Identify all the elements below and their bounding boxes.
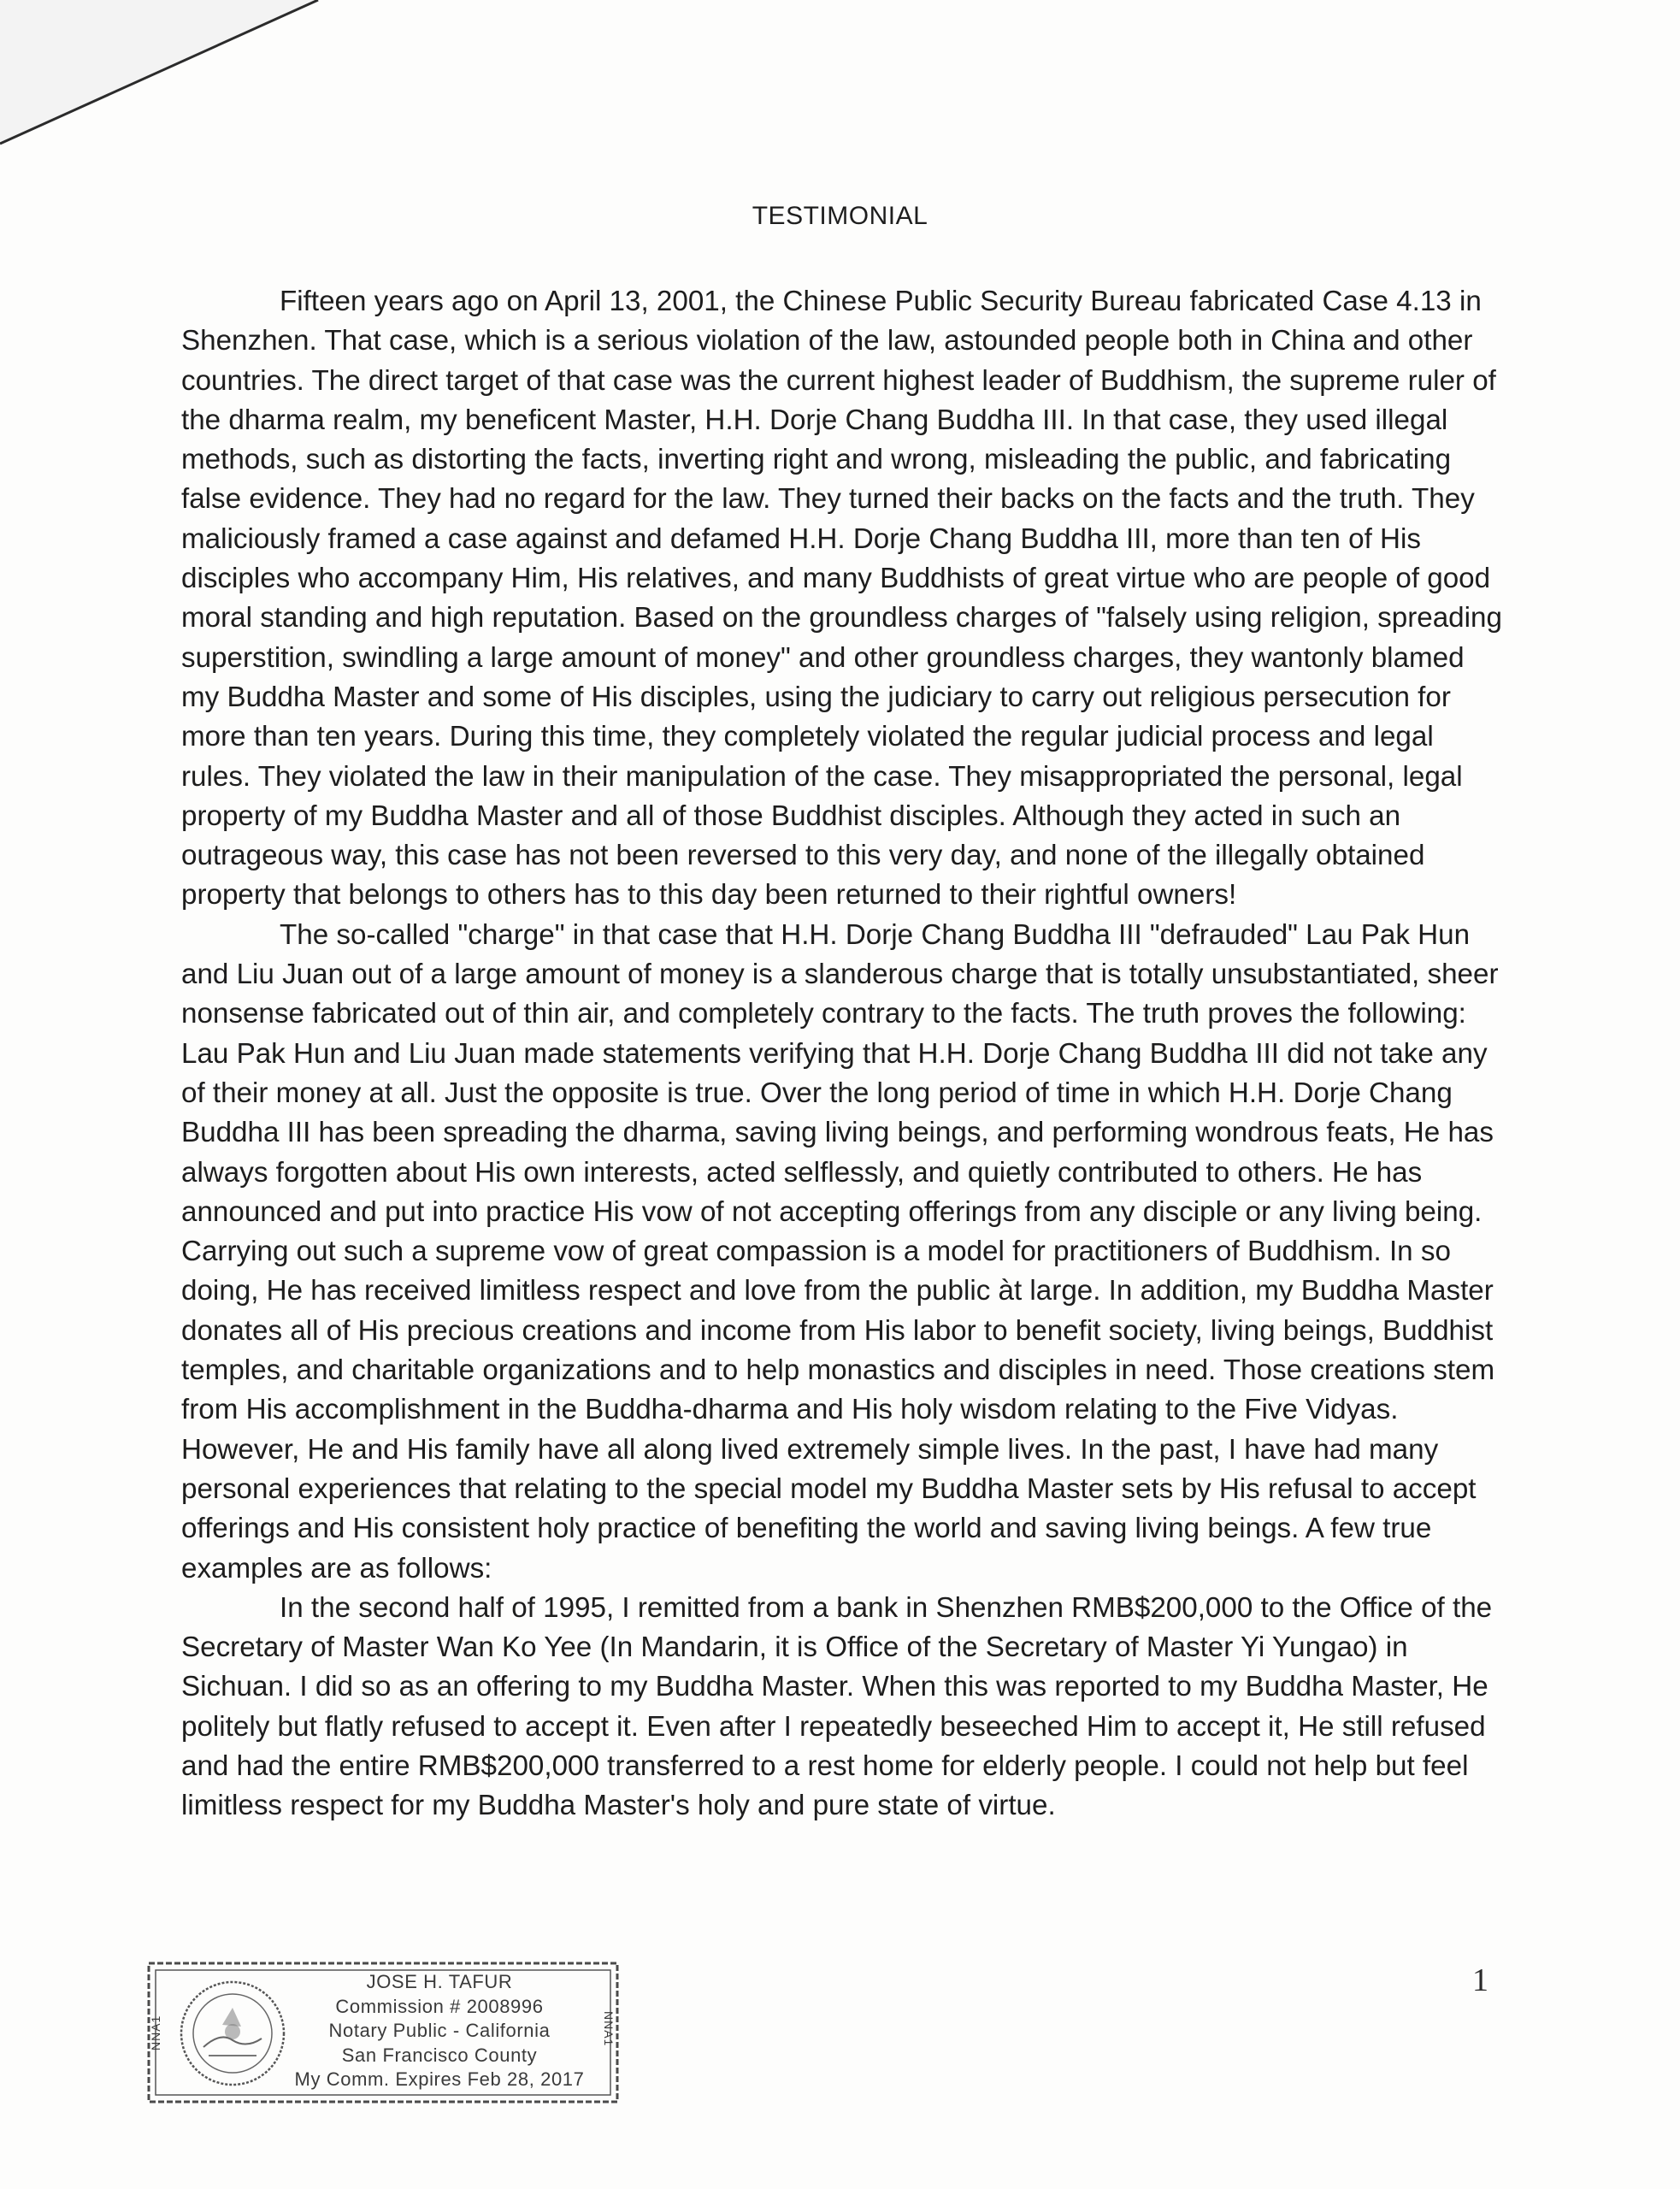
stamp-text [294, 1970, 585, 2092]
paragraph-3: In the second half of 1995, I remitted from a bank in Shenzhen RMB$200,000 to the Office of the Secretary of Master Wan Ko Yee (In Mandarin, it is Office of the Secretary of Master Yi Yungao) in Sichuan. I did so as an offering to my Buddha Master. When this was reported to my Buddha Master, He politely but flatly refused to accept it. Even after I repeatedly beseeched Him to accept it, He still refused and had the entire RMB$200,000 transferred to a rest home for elderly people. I could not help but feel limitless respect for my Buddha Master's holy and pure state of virtue. [181, 1591, 1493, 1822]
paragraph-1: Fifteen years ago on April 13, 2001, the Chinese Public Security Bureau fabricated Case 4.13 in Shenzhen. That case, which is a serious violation of the law, astounded people both in China and other countries. The direct target of that case was the current highest leader of Buddhism, the supreme ruler of the dharma realm, my beneficent Master, H.H. Dorje Chang Buddha III. In that case, they used illegal methods, such as distorting the facts, inverting right and wrong, misleading the public, and fabricating false evidence. They had no regard for the law. They turned their backs on the facts and the truth. They maliciously framed a case against and defamed H.H. Dorje Chang Buddha III, more than ten of His disciples who accompany Him, His relatives, and many Buddhists of great virtue who are people of good moral standing and high reputation. Based on the groundless charges of "falsely using religion, spreading superstition, swindling a large amount of money" and other groundless charges, they wantonly blamed my Buddha Master and some of His disciples, using the judiciary to carry out religious persecution for more than ten years. During this time, they completely violated the regular judicial process and legal rules. They violated the law in their manipulation of the case. They misappropriated the personal, legal property of my Buddha Master and all of those Buddhist disciples. Although they acted in such an outrageous way, this case has not been reversed to this very day, and none of the illegally obtained property that belongs to others has to this day been returned to their rightful owners! [181, 286, 1502, 912]
document-title: TESTIMONIAL [752, 202, 928, 230]
notary-commission: Commission # 2008996 [335, 1995, 544, 2017]
notary-name: JOSE H. TAFUR [366, 1971, 513, 1992]
notary-expiry: My Comm. Expires Feb 28, 2017 [294, 2068, 585, 2090]
stamp-side-mark-right: NNA1 [602, 2011, 616, 2047]
document-body [181, 282, 1503, 1826]
notary-county: San Francisco County [341, 2044, 538, 2066]
california-state-seal-icon [178, 1979, 287, 2088]
notary-stamp [144, 1956, 622, 2109]
stamp-side-mark-left: NNA1 [149, 2015, 162, 2050]
notary-title: Notary Public - California [328, 2020, 551, 2041]
paragraph-2: The so-called "charge" in that case that H.H. Dorje Chang Buddha III "defrauded" Lau Pak Hun and Liu Juan out of a large amount of money is a slanderous charge that is totally unsubstantiated, sheer nonsense fabricated out of thin air, and completely contrary to the facts. The truth proves the following: Lau Pak Hun and Liu Juan made statements verifying that H.H. Dorje Chang Buddha III did not take any of their money at all. Just the opposite is true. Over the long period of time in which H.H. Dorje Chang Buddha III has been spreading the dharma, saving living beings, and performing wondrous feats, He has always forgotten about His own interests, acted selflessly, and quietly contributed to others. He has announced and put into practice His vow of not accepting offerings from any disciple or any living being. Carrying out such a supreme vow of great compassion is a model for practitioners of Buddhism. In so doing, He has received limitless respect and love from the public àt large. In addition, my Buddha Master donates all of His precious creations and income from His labor to benefit society, living beings, Buddhist temples, and charitable organizations and to help monastics and disciples in need. Those creations stem from His accomplishment in the Buddha-dharma and His holy wisdom relating to the Five Vidyas. However, He and His family have all along lived extremely simple lives. In the past, I have had many personal experiences that relating to the special model my Buddha Master sets by His refusal to accept offerings and His consistent holy practice of benefiting the world and saving living beings. A few true examples are as follows: [181, 918, 1499, 1584]
page-number: 1 [1472, 1962, 1488, 1998]
